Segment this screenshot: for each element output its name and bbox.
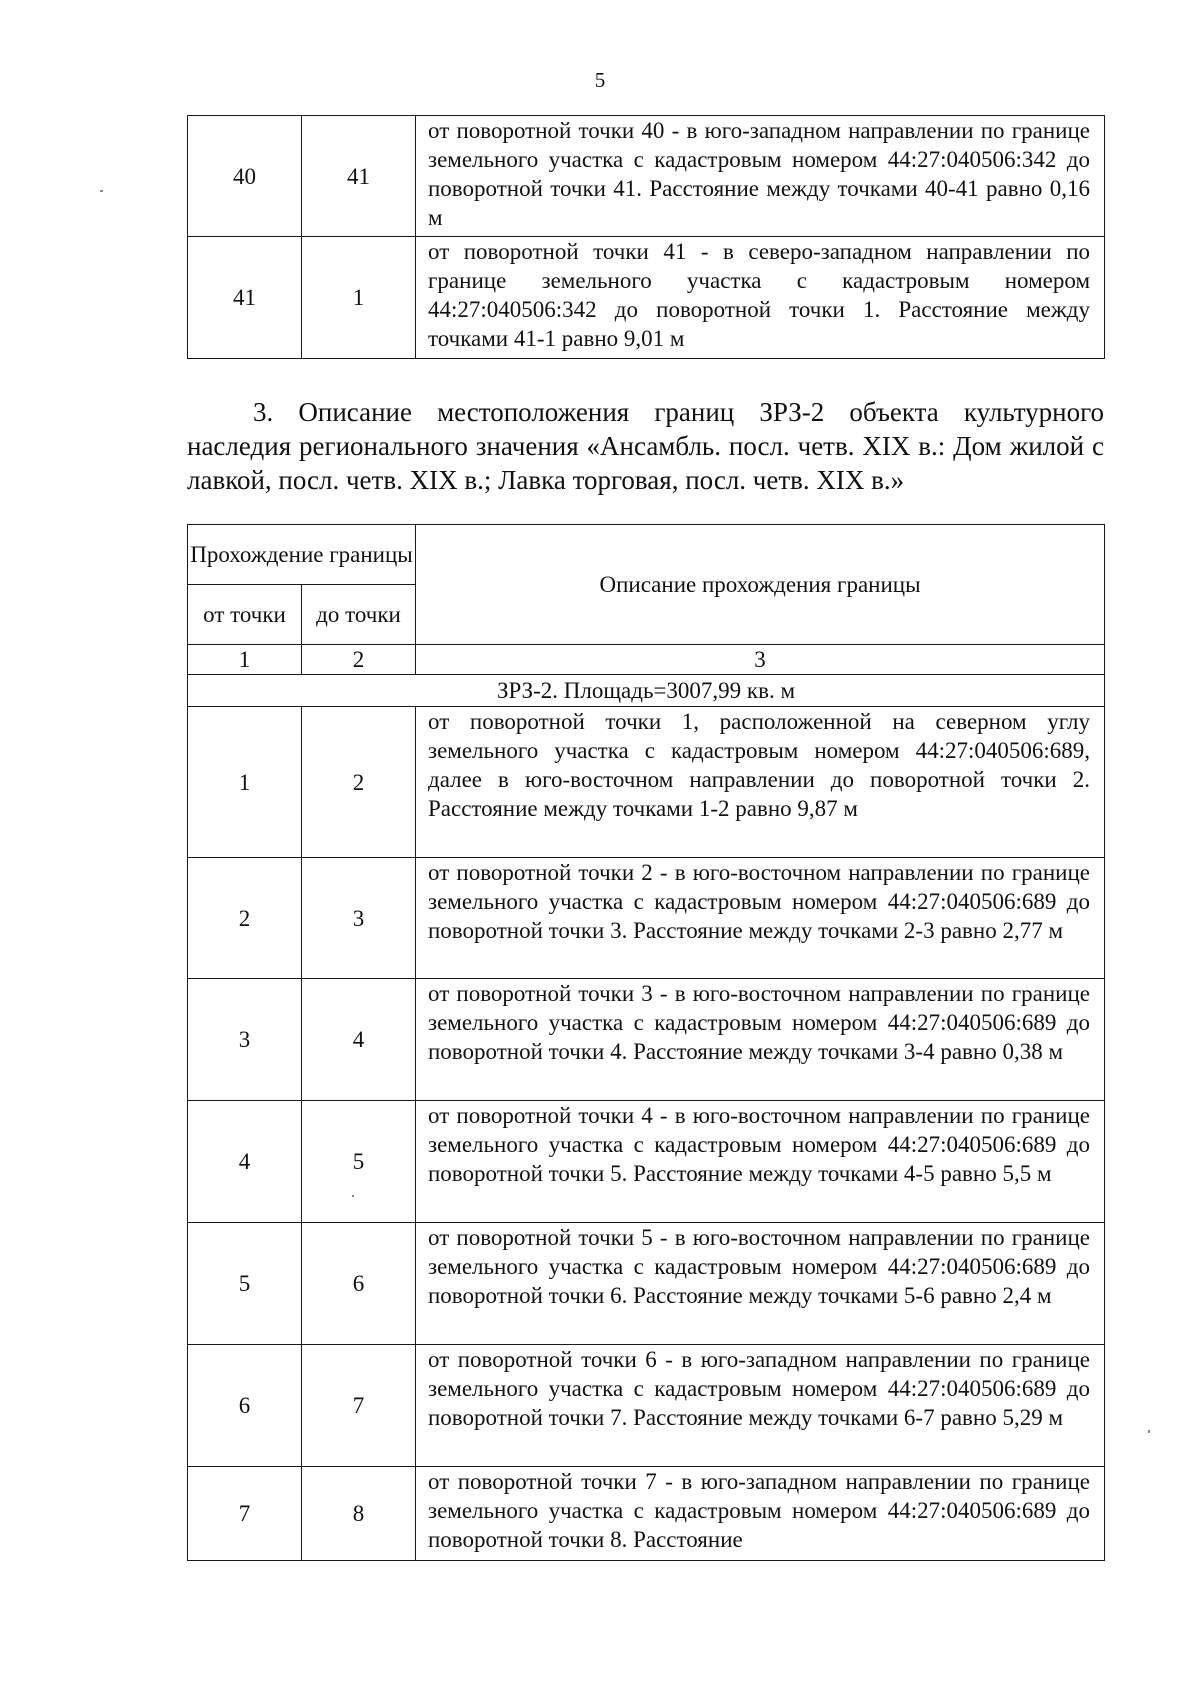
from-point-cell: 40	[188, 116, 302, 237]
to-point-cell: 41	[302, 116, 416, 237]
table-row	[188, 237, 1105, 359]
from-point-cell: 5	[188, 1223, 302, 1345]
description-cell: от поворотной точки 3 - в юго-восточном направлении по границе земельного участка с кадастровым номером 44:27:040506:689 до поворотной точки 4. Расстояние между точками 3-4 равно 0,38 м	[416, 979, 1105, 1101]
to-point-cell: 7	[302, 1345, 416, 1467]
to-point-cell: 2	[302, 707, 416, 858]
header-to-point: до точки	[302, 585, 416, 645]
column-number: 1	[188, 645, 302, 675]
from-point-cell: 1	[188, 707, 302, 858]
from-point-cell: 4	[188, 1101, 302, 1223]
table-row	[188, 1345, 1105, 1467]
boundary-table-continued	[187, 115, 1105, 359]
table-header-row	[188, 525, 1105, 585]
description-cell: от поворотной точки 6 - в юго-западном направлении по границе земельного участка с кадастровым номером 44:27:040506:689 до поворотной точки 7. Расстояние между точками 6-7 равно 5,29 м	[416, 1345, 1105, 1467]
description-cell: от поворотной точки 2 - в юго-восточном направлении по границе земельного участка с кадастровым номером 44:27:040506:689 до поворотной точки 3. Расстояние между точками 2-3 равно 2,77 м	[416, 858, 1105, 979]
to-point-cell: 8	[302, 1467, 416, 1561]
section-heading: 3. Описание местоположения границ ЗРЗ-2 объекта культурного наследия регионального значения «Ансамбль. посл. четв. XIX в.: Дом жилой с лавкой, посл. четв. XIX в.; Лавка торговая, посл. четв. XIX в.»	[187, 397, 1104, 495]
description-cell: от поворотной точки 41 - в северо-западном направлении по границе земельного участка с кадастровым номером 44:27:040506:342 до поворотной точки 1. Расстояние между точками 41-1 равно 9,01 м	[416, 237, 1105, 359]
to-point-cell: 4	[302, 979, 416, 1101]
description-cell: от поворотной точки 1, расположенной на северном углу земельного участка с кадастровым номером 44:27:040506:689, далее в юго-восточном направлении до поворотной точки 2. Расстояние между точками 1-2 равно 9,87 м	[416, 707, 1105, 858]
scan-speck	[1148, 1430, 1150, 1433]
boundary-table-zrz2	[187, 524, 1105, 1561]
table-row	[188, 858, 1105, 979]
header-description: Описание прохождения границы	[416, 525, 1105, 645]
table-row	[188, 116, 1105, 237]
header-passage: Прохождение границы	[188, 525, 416, 585]
column-number: 2	[302, 645, 416, 675]
zone-row	[188, 675, 1105, 707]
from-point-cell: 2	[188, 858, 302, 979]
table-row	[188, 1467, 1105, 1561]
table-row	[188, 707, 1105, 858]
scan-speck	[352, 1195, 354, 1197]
description-cell: от поворотной точки 7 - в юго-западном направлении по границе земельного участка с кадастровым номером 44:27:040506:689 до поворотной точки 8. Расстояние	[416, 1467, 1105, 1561]
scan-speck	[100, 190, 103, 192]
description-cell: от поворотной точки 4 - в юго-восточном направлении по границе земельного участка с кадастровым номером 44:27:040506:689 до поворотной точки 5. Расстояние между точками 4-5 равно 5,5 м	[416, 1101, 1105, 1223]
from-point-cell: 6	[188, 1345, 302, 1467]
description-cell: от поворотной точки 5 - в юго-восточном направлении по границе земельного участка с кадастровым номером 44:27:040506:689 до поворотной точки 6. Расстояние между точками 5-6 равно 2,4 м	[416, 1223, 1105, 1345]
to-point-cell: 3	[302, 858, 416, 979]
from-point-cell: 7	[188, 1467, 302, 1561]
from-point-cell: 41	[188, 237, 302, 359]
to-point-cell: 1	[302, 237, 416, 359]
description-cell: от поворотной точки 40 - в юго-западном направлении по границе земельного участка с кадастровым номером 44:27:040506:342 до поворотной точки 41. Расстояние между точками 40-41 равно 0,16 м	[416, 116, 1105, 237]
column-number-row	[188, 645, 1105, 675]
page-number: 5	[594, 68, 606, 92]
table-row	[188, 979, 1105, 1101]
table-row	[188, 1223, 1105, 1345]
header-from-point: от точки	[188, 585, 302, 645]
table-row	[188, 1101, 1105, 1223]
to-point-cell: 5	[302, 1101, 416, 1223]
zone-label: ЗРЗ-2. Площадь=3007,99 кв. м	[188, 675, 1105, 707]
from-point-cell: 3	[188, 979, 302, 1101]
column-number: 3	[416, 645, 1105, 675]
to-point-cell: 6	[302, 1223, 416, 1345]
